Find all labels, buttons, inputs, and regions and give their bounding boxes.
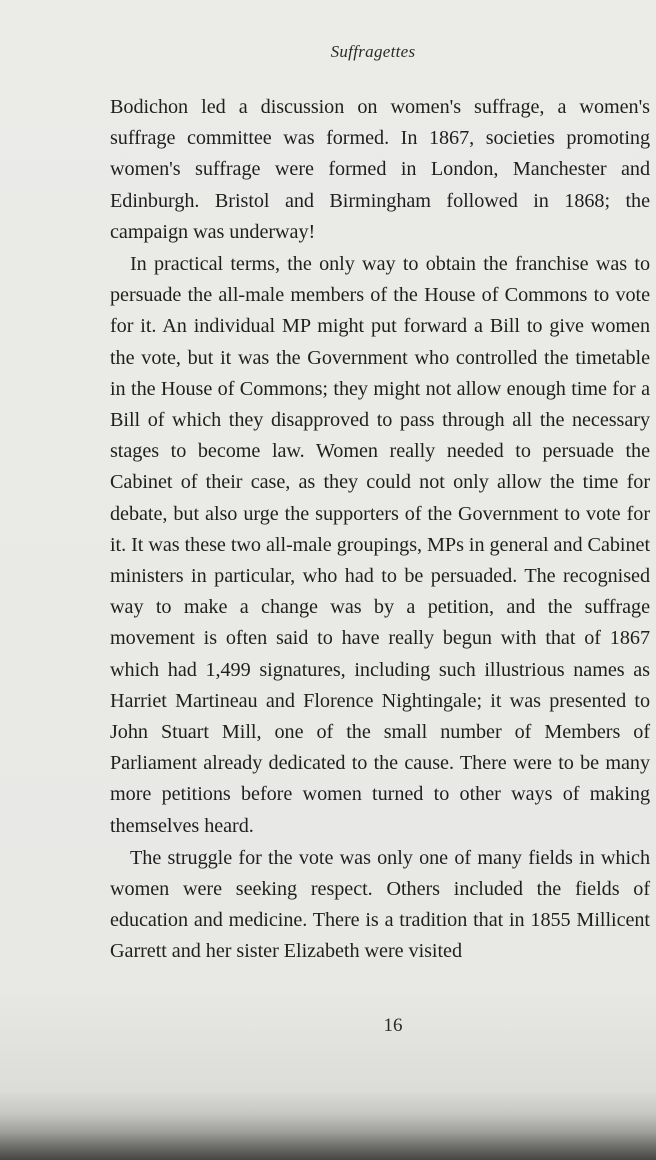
body-text bbox=[110, 92, 650, 968]
paragraph-1: Bodichon led a discussion on women's suffrage, a women's suffrage committee was formed. In 1867, societies promoting women's suffrage were formed in London, Manchester and Edinburgh. Bristol and Birmingham followed in 1868; the campaign was underway! bbox=[110, 96, 650, 243]
scan-shadow bbox=[0, 1114, 656, 1160]
paragraph-2: In practical terms, the only way to obtain the franchise was to persuade the all-male members of the House of Commons to vote for it. An individual MP might put forward a Bill to give women the vote, but it was the Government who controlled the timetable in the House of Commons; they might not allow enough time for a Bill of which they disapproved to pass through all the necessary stages to become law. Women really needed to persuade the Cabinet of their case, as they could not only allow the time for debate, but also urge the supporters of the Government to vote for it. It was these two all-male groupings, MPs in general and Cabinet ministers in particular, who had to be persuaded. The recognised way to make a change was by a petition, and the suffrage movement is often said to have really begun with that of 1867 which had 1,499 signatures, including such illustrious names as Harriet Martineau and Florence Nightingale; it was presented to John Stuart Mill, one of the small number of Members of Parliament already dedicated to the cause. There were to be many more petitions before women turned to other ways of making themselves heard. bbox=[110, 253, 650, 837]
paragraph-3: The struggle for the vote was only one of many fields in which women were seeking respect. Others included the fields of education and medicine. There is a tradition that in 1855 Millicent Garrett and her sister Elizabeth were visited bbox=[110, 846, 650, 963]
running-head: Suffragettes bbox=[330, 42, 416, 61]
page-number: 16 bbox=[383, 1015, 403, 1036]
